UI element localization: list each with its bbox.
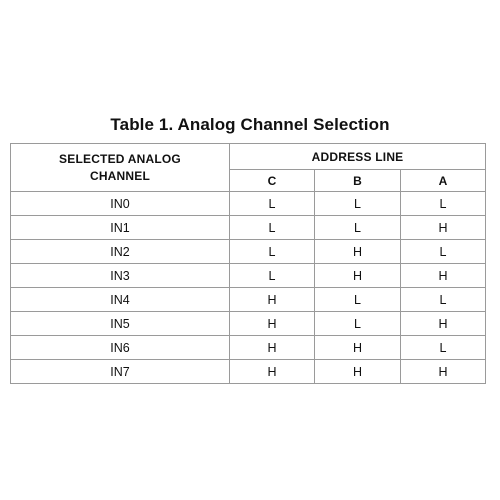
address-b-cell: L <box>315 288 401 312</box>
address-a-cell: L <box>401 288 486 312</box>
address-a-cell: H <box>401 312 486 336</box>
table-row <box>11 216 486 240</box>
address-b-cell: H <box>315 336 401 360</box>
selected-channel-header-line1: SELECTED ANALOG <box>59 152 181 166</box>
address-b-cell: H <box>315 240 401 264</box>
address-a-cell: H <box>401 360 486 384</box>
selected-channel-header-line2: CHANNEL <box>89 169 151 183</box>
address-a-cell: L <box>401 192 486 216</box>
table-row <box>11 288 486 312</box>
table-row <box>11 360 486 384</box>
table-caption: Table 1. Analog Channel Selection <box>110 115 390 134</box>
table-row <box>11 264 486 288</box>
table-row <box>11 312 486 336</box>
channel-cell: IN0 <box>11 192 230 216</box>
selected-channel-header <box>11 144 230 192</box>
address-c-cell: H <box>230 336 315 360</box>
address-col-c-header: C <box>230 170 315 192</box>
address-col-a-header: A <box>401 170 486 192</box>
channel-cell: IN1 <box>11 216 230 240</box>
address-b-cell: H <box>315 264 401 288</box>
channel-cell: IN4 <box>11 288 230 312</box>
table-row <box>11 240 486 264</box>
address-a-cell: L <box>401 336 486 360</box>
address-b-cell: L <box>315 312 401 336</box>
address-c-cell: H <box>230 288 315 312</box>
address-c-cell: L <box>230 192 315 216</box>
channel-cell: IN2 <box>11 240 230 264</box>
channel-cell: IN5 <box>11 312 230 336</box>
channel-cell: IN7 <box>11 360 230 384</box>
address-a-cell: L <box>401 240 486 264</box>
channel-cell: IN6 <box>11 336 230 360</box>
address-line-header: ADDRESS LINE <box>230 144 486 170</box>
address-c-cell: H <box>230 312 315 336</box>
address-c-cell: L <box>230 216 315 240</box>
address-c-cell: L <box>230 264 315 288</box>
address-b-cell: H <box>315 360 401 384</box>
address-b-cell: L <box>315 216 401 240</box>
table-row <box>11 336 486 360</box>
address-b-cell: L <box>315 192 401 216</box>
channel-cell: IN3 <box>11 264 230 288</box>
address-col-b-header: B <box>315 170 401 192</box>
table-row <box>11 192 486 216</box>
address-c-cell: L <box>230 240 315 264</box>
address-a-cell: H <box>401 264 486 288</box>
channel-selection-table <box>10 143 486 384</box>
address-a-cell: H <box>401 216 486 240</box>
address-c-cell: H <box>230 360 315 384</box>
